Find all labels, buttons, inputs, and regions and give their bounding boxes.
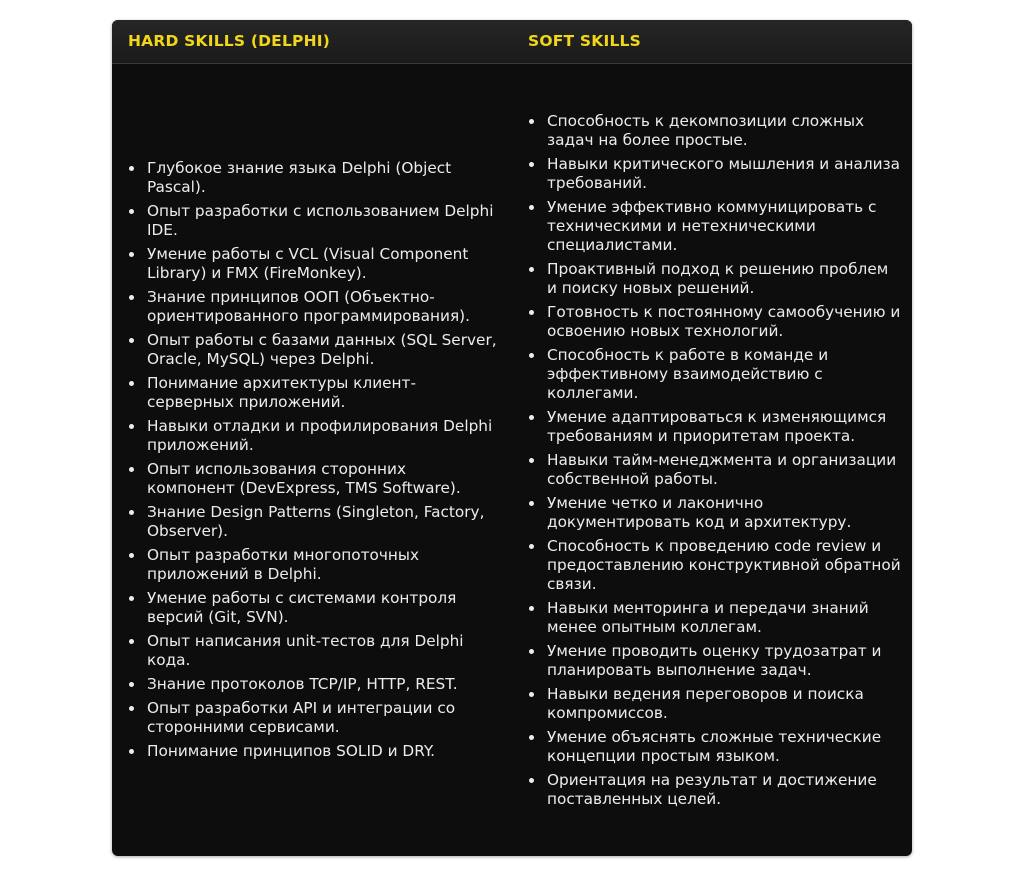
list-item: Понимание принципов SOLID и DRY. bbox=[147, 742, 497, 761]
list-item: Опыт разработки API и интеграции со сторонними сервисами. bbox=[147, 699, 497, 737]
list-item: Способность к декомпозиции сложных задач на более простые. bbox=[547, 112, 902, 150]
list-item: Знание протоколов TCP/IP, HTTP, REST. bbox=[147, 675, 497, 694]
list-item: Умение адаптироваться к изменяющимся требованиям и приоритетам проекта. bbox=[547, 408, 902, 446]
list-item: Проактивный подход к решению проблем и поиску новых решений. bbox=[547, 260, 902, 298]
list-item: Способность к проведению code review и предоставлению конструктивной обратной связи. bbox=[547, 536, 901, 593]
list-item: Умение четко и лаконично документировать код и архитектуру. bbox=[547, 494, 902, 532]
list-item: Умение объяснять сложные технические концепции простым языком. bbox=[547, 728, 902, 766]
table-header bbox=[112, 20, 912, 64]
soft-skills-column bbox=[512, 64, 912, 856]
list-item: Навыки ведения переговоров и поиска компромиссов. bbox=[547, 685, 902, 723]
hard-skills-heading: HARD SKILLS (DELPHI) bbox=[128, 32, 331, 50]
list-item: Способность к работе в команде и эффективному взаимодействию с коллегами. bbox=[547, 346, 902, 403]
list-item: Знание принципов ООП (Объектно-ориентированного программирования). bbox=[147, 288, 497, 326]
list-item: Ориентация на результат и достижение поставленных целей. bbox=[547, 771, 902, 809]
list-item: Опыт использования сторонних компонент (DevExpress, TMS Software). bbox=[147, 460, 497, 498]
list-item: Навыки менторинга и передачи знаний менее опытным коллегам. bbox=[547, 599, 902, 637]
list-item: Навыки отладки и профилирования Delphi приложений. bbox=[147, 417, 497, 455]
list-item: Навыки критического мышления и анализа требований. bbox=[547, 154, 901, 192]
list-item: Готовность к постоянному самообучению и освоению новых технологий. bbox=[547, 302, 901, 340]
hard-skills-column bbox=[112, 64, 512, 856]
list-item: Умение эффективно коммуницировать с техническими и нетехническими специалистами. bbox=[547, 198, 902, 255]
list-item: Умение работы с системами контроля версий (Git, SVN). bbox=[147, 589, 497, 627]
list-item: Глубокое знание языка Delphi (Object Pascal). bbox=[147, 159, 497, 197]
skills-table bbox=[112, 20, 912, 856]
soft-skills-heading: SOFT SKILLS bbox=[528, 32, 641, 50]
list-item: Опыт разработки с использованием Delphi IDE. bbox=[147, 202, 497, 240]
list-item: Понимание архитектуры клиент-серверных приложений. bbox=[147, 374, 497, 412]
list-item: Знание Design Patterns (Singleton, Factory, Observer). bbox=[147, 503, 497, 541]
list-item: Навыки тайм-менеджмента и организации собственной работы. bbox=[547, 451, 902, 489]
list-item: Опыт разработки многопоточных приложений в Delphi. bbox=[147, 546, 497, 584]
list-item: Умение работы с VCL (Visual Component Library) и FMX (FireMonkey). bbox=[147, 245, 497, 283]
list-item: Умение проводить оценку трудозатрат и планировать выполнение задач. bbox=[547, 642, 902, 680]
hard-skills-list bbox=[112, 159, 497, 761]
list-item: Опыт написания unit-тестов для Delphi кода. bbox=[147, 632, 497, 670]
list-item: Опыт работы с базами данных (SQL Server, Oracle, MySQL) через Delphi. bbox=[147, 331, 497, 368]
soft-skills-list bbox=[512, 112, 902, 809]
